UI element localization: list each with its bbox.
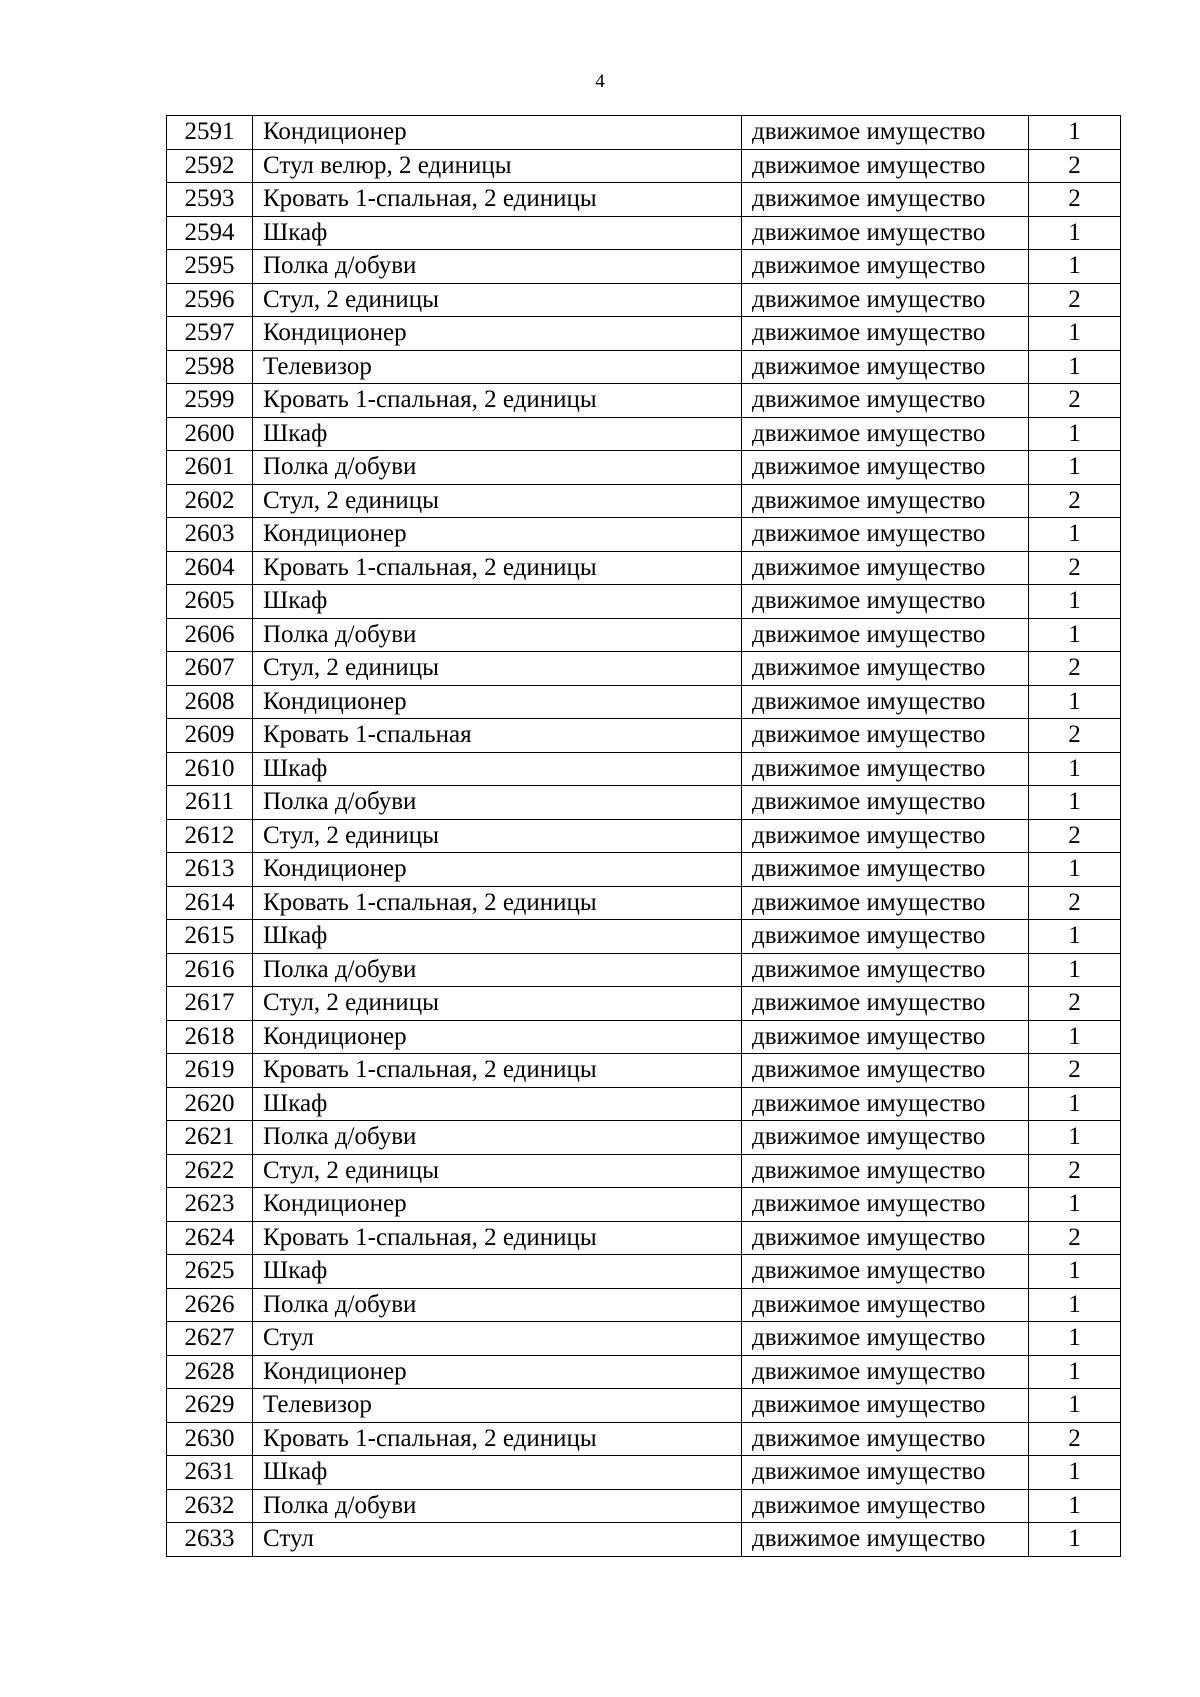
quantity-cell: 2	[1029, 1154, 1121, 1188]
quantity-cell: 1	[1029, 1255, 1121, 1289]
property-type-cell: движимое имущество	[742, 685, 1029, 719]
quantity-cell: 1	[1029, 518, 1121, 552]
property-type-cell: движимое имущество	[742, 283, 1029, 317]
table-row	[167, 183, 1121, 217]
item-name-cell: Стул, 2 единицы	[253, 652, 742, 686]
row-number-cell: 2626	[167, 1288, 253, 1322]
table-row	[167, 1188, 1121, 1222]
row-number-cell: 2600	[167, 417, 253, 451]
item-name-cell: Стул	[253, 1523, 742, 1557]
quantity-cell: 1	[1029, 216, 1121, 250]
property-type-cell: движимое имущество	[742, 1188, 1029, 1222]
table-row	[167, 1054, 1121, 1088]
quantity-cell: 2	[1029, 719, 1121, 753]
table-row	[167, 685, 1121, 719]
row-number-cell: 2601	[167, 451, 253, 485]
row-number-cell: 2596	[167, 283, 253, 317]
property-type-cell: движимое имущество	[742, 652, 1029, 686]
table-row	[167, 886, 1121, 920]
table-row	[167, 1489, 1121, 1523]
item-name-cell: Кондиционер	[253, 1355, 742, 1389]
table-row	[167, 1221, 1121, 1255]
row-number-cell: 2627	[167, 1322, 253, 1356]
property-type-cell: движимое имущество	[742, 1288, 1029, 1322]
quantity-cell: 1	[1029, 953, 1121, 987]
row-number-cell: 2615	[167, 920, 253, 954]
property-type-cell: движимое имущество	[742, 618, 1029, 652]
quantity-cell: 2	[1029, 987, 1121, 1021]
property-type-cell: движимое имущество	[742, 786, 1029, 820]
quantity-cell: 2	[1029, 551, 1121, 585]
property-type-cell: движимое имущество	[742, 1422, 1029, 1456]
item-name-cell: Шкаф	[253, 585, 742, 619]
quantity-cell: 2	[1029, 149, 1121, 183]
table-row	[167, 920, 1121, 954]
table-row	[167, 1255, 1121, 1289]
quantity-cell: 2	[1029, 283, 1121, 317]
table-row	[167, 350, 1121, 384]
row-number-cell: 2597	[167, 317, 253, 351]
row-number-cell: 2610	[167, 752, 253, 786]
quantity-cell: 1	[1029, 1322, 1121, 1356]
quantity-cell: 1	[1029, 250, 1121, 284]
quantity-cell: 1	[1029, 853, 1121, 887]
table-row	[167, 853, 1121, 887]
row-number-cell: 2632	[167, 1489, 253, 1523]
property-type-cell: движимое имущество	[742, 1154, 1029, 1188]
row-number-cell: 2605	[167, 585, 253, 619]
property-type-cell: движимое имущество	[742, 886, 1029, 920]
property-type-cell: движимое имущество	[742, 987, 1029, 1021]
property-type-cell: движимое имущество	[742, 216, 1029, 250]
property-type-cell: движимое имущество	[742, 853, 1029, 887]
row-number-cell: 2603	[167, 518, 253, 552]
quantity-cell: 2	[1029, 384, 1121, 418]
item-name-cell: Кондиционер	[253, 116, 742, 150]
quantity-cell: 1	[1029, 1389, 1121, 1423]
row-number-cell: 2595	[167, 250, 253, 284]
item-name-cell: Кондиционер	[253, 518, 742, 552]
item-name-cell: Кровать 1-спальная, 2 единицы	[253, 183, 742, 217]
item-name-cell: Кровать 1-спальная, 2 единицы	[253, 886, 742, 920]
property-type-cell: движимое имущество	[742, 1087, 1029, 1121]
table-row	[167, 149, 1121, 183]
table-row	[167, 1422, 1121, 1456]
table-row	[167, 618, 1121, 652]
property-type-cell: движимое имущество	[742, 1255, 1029, 1289]
row-number-cell: 2620	[167, 1087, 253, 1121]
item-name-cell: Стул велюр, 2 единицы	[253, 149, 742, 183]
quantity-cell: 2	[1029, 1422, 1121, 1456]
quantity-cell: 1	[1029, 1288, 1121, 1322]
property-type-cell: движимое имущество	[742, 484, 1029, 518]
table-row	[167, 652, 1121, 686]
quantity-cell: 1	[1029, 350, 1121, 384]
item-name-cell: Полка д/обуви	[253, 1489, 742, 1523]
item-name-cell: Стул, 2 единицы	[253, 819, 742, 853]
item-name-cell: Полка д/обуви	[253, 451, 742, 485]
row-number-cell: 2608	[167, 685, 253, 719]
table-row	[167, 1355, 1121, 1389]
quantity-cell: 1	[1029, 585, 1121, 619]
row-number-cell: 2623	[167, 1188, 253, 1222]
table-row	[167, 1288, 1121, 1322]
row-number-cell: 2592	[167, 149, 253, 183]
item-name-cell: Полка д/обуви	[253, 786, 742, 820]
quantity-cell: 1	[1029, 618, 1121, 652]
item-name-cell: Полка д/обуви	[253, 1288, 742, 1322]
table-row	[167, 317, 1121, 351]
item-name-cell: Стул, 2 единицы	[253, 987, 742, 1021]
row-number-cell: 2621	[167, 1121, 253, 1155]
row-number-cell: 2616	[167, 953, 253, 987]
table-row	[167, 1523, 1121, 1557]
item-name-cell: Шкаф	[253, 1255, 742, 1289]
quantity-cell: 1	[1029, 451, 1121, 485]
item-name-cell: Стул, 2 единицы	[253, 1154, 742, 1188]
row-number-cell: 2629	[167, 1389, 253, 1423]
item-name-cell: Полка д/обуви	[253, 250, 742, 284]
property-type-cell: движимое имущество	[742, 819, 1029, 853]
item-name-cell: Шкаф	[253, 417, 742, 451]
row-number-cell: 2619	[167, 1054, 253, 1088]
row-number-cell: 2611	[167, 786, 253, 820]
item-name-cell: Кровать 1-спальная, 2 единицы	[253, 1054, 742, 1088]
property-type-cell: движимое имущество	[742, 451, 1029, 485]
table-row	[167, 417, 1121, 451]
property-type-cell: движимое имущество	[742, 417, 1029, 451]
property-type-cell: движимое имущество	[742, 1322, 1029, 1356]
table-row	[167, 1456, 1121, 1490]
table-row	[167, 384, 1121, 418]
inventory-table	[166, 115, 1121, 1557]
quantity-cell: 1	[1029, 1523, 1121, 1557]
property-type-cell: движимое имущество	[742, 1489, 1029, 1523]
item-name-cell: Кондиционер	[253, 853, 742, 887]
table-row	[167, 1020, 1121, 1054]
item-name-cell: Кровать 1-спальная, 2 единицы	[253, 1422, 742, 1456]
quantity-cell: 1	[1029, 1456, 1121, 1490]
page-number: 4	[595, 71, 605, 92]
item-name-cell: Телевизор	[253, 350, 742, 384]
item-name-cell: Кровать 1-спальная, 2 единицы	[253, 551, 742, 585]
quantity-cell: 1	[1029, 1087, 1121, 1121]
property-type-cell: движимое имущество	[742, 350, 1029, 384]
table-row	[167, 819, 1121, 853]
row-number-cell: 2602	[167, 484, 253, 518]
table-row	[167, 250, 1121, 284]
item-name-cell: Шкаф	[253, 752, 742, 786]
item-name-cell: Шкаф	[253, 1456, 742, 1490]
quantity-cell: 1	[1029, 685, 1121, 719]
item-name-cell: Кондиционер	[253, 685, 742, 719]
quantity-cell: 1	[1029, 116, 1121, 150]
quantity-cell: 2	[1029, 183, 1121, 217]
quantity-cell: 1	[1029, 1020, 1121, 1054]
table-row	[167, 1087, 1121, 1121]
row-number-cell: 2624	[167, 1221, 253, 1255]
table-row	[167, 719, 1121, 753]
item-name-cell: Полка д/обуви	[253, 618, 742, 652]
item-name-cell: Кондиционер	[253, 1020, 742, 1054]
table-row	[167, 786, 1121, 820]
table-row	[167, 987, 1121, 1021]
row-number-cell: 2599	[167, 384, 253, 418]
table-row	[167, 1154, 1121, 1188]
property-type-cell: движимое имущество	[742, 953, 1029, 987]
table-body	[167, 116, 1121, 1557]
quantity-cell: 2	[1029, 886, 1121, 920]
item-name-cell: Шкаф	[253, 216, 742, 250]
row-number-cell: 2606	[167, 618, 253, 652]
table-row	[167, 953, 1121, 987]
item-name-cell: Кровать 1-спальная, 2 единицы	[253, 1221, 742, 1255]
property-type-cell: движимое имущество	[742, 585, 1029, 619]
property-type-cell: движимое имущество	[742, 518, 1029, 552]
property-type-cell: движимое имущество	[742, 1054, 1029, 1088]
table-row	[167, 484, 1121, 518]
property-type-cell: движимое имущество	[742, 317, 1029, 351]
quantity-cell: 2	[1029, 1054, 1121, 1088]
property-type-cell: движимое имущество	[742, 1389, 1029, 1423]
item-name-cell: Шкаф	[253, 1087, 742, 1121]
row-number-cell: 2598	[167, 350, 253, 384]
table-row	[167, 518, 1121, 552]
property-type-cell: движимое имущество	[742, 1221, 1029, 1255]
property-type-cell: движимое имущество	[742, 250, 1029, 284]
row-number-cell: 2625	[167, 1255, 253, 1289]
property-type-cell: движимое имущество	[742, 1121, 1029, 1155]
item-name-cell: Стул, 2 единицы	[253, 283, 742, 317]
table-row	[167, 585, 1121, 619]
row-number-cell: 2628	[167, 1355, 253, 1389]
property-type-cell: движимое имущество	[742, 1456, 1029, 1490]
property-type-cell: движимое имущество	[742, 1355, 1029, 1389]
table-row	[167, 1322, 1121, 1356]
table-row	[167, 116, 1121, 150]
item-name-cell: Телевизор	[253, 1389, 742, 1423]
property-type-cell: движимое имущество	[742, 149, 1029, 183]
quantity-cell: 1	[1029, 1355, 1121, 1389]
item-name-cell: Полка д/обуви	[253, 1121, 742, 1155]
row-number-cell: 2618	[167, 1020, 253, 1054]
row-number-cell: 2633	[167, 1523, 253, 1557]
table-row	[167, 551, 1121, 585]
row-number-cell: 2613	[167, 853, 253, 887]
item-name-cell: Кровать 1-спальная, 2 единицы	[253, 384, 742, 418]
property-type-cell: движимое имущество	[742, 752, 1029, 786]
table-row	[167, 1389, 1121, 1423]
row-number-cell: 2591	[167, 116, 253, 150]
quantity-cell: 2	[1029, 484, 1121, 518]
row-number-cell: 2593	[167, 183, 253, 217]
property-type-cell: движимое имущество	[742, 1523, 1029, 1557]
quantity-cell: 2	[1029, 1221, 1121, 1255]
row-number-cell: 2607	[167, 652, 253, 686]
quantity-cell: 1	[1029, 1188, 1121, 1222]
property-type-cell: движимое имущество	[742, 551, 1029, 585]
quantity-cell: 1	[1029, 920, 1121, 954]
item-name-cell: Шкаф	[253, 920, 742, 954]
quantity-cell: 2	[1029, 819, 1121, 853]
row-number-cell: 2631	[167, 1456, 253, 1490]
row-number-cell: 2617	[167, 987, 253, 1021]
table-row	[167, 752, 1121, 786]
item-name-cell: Стул, 2 единицы	[253, 484, 742, 518]
item-name-cell: Кондиционер	[253, 1188, 742, 1222]
property-type-cell: движимое имущество	[742, 719, 1029, 753]
row-number-cell: 2594	[167, 216, 253, 250]
property-type-cell: движимое имущество	[742, 1020, 1029, 1054]
quantity-cell: 1	[1029, 752, 1121, 786]
row-number-cell: 2622	[167, 1154, 253, 1188]
property-type-cell: движимое имущество	[742, 116, 1029, 150]
property-type-cell: движимое имущество	[742, 183, 1029, 217]
row-number-cell: 2630	[167, 1422, 253, 1456]
table-row	[167, 283, 1121, 317]
table-row	[167, 451, 1121, 485]
item-name-cell: Кондиционер	[253, 317, 742, 351]
quantity-cell: 1	[1029, 317, 1121, 351]
item-name-cell: Стул	[253, 1322, 742, 1356]
property-type-cell: движимое имущество	[742, 920, 1029, 954]
row-number-cell: 2612	[167, 819, 253, 853]
row-number-cell: 2614	[167, 886, 253, 920]
quantity-cell: 1	[1029, 786, 1121, 820]
row-number-cell: 2609	[167, 719, 253, 753]
row-number-cell: 2604	[167, 551, 253, 585]
item-name-cell: Полка д/обуви	[253, 953, 742, 987]
quantity-cell: 1	[1029, 1489, 1121, 1523]
quantity-cell: 1	[1029, 417, 1121, 451]
quantity-cell: 1	[1029, 1121, 1121, 1155]
item-name-cell: Кровать 1-спальная	[253, 719, 742, 753]
table-row	[167, 1121, 1121, 1155]
quantity-cell: 2	[1029, 652, 1121, 686]
table-row	[167, 216, 1121, 250]
property-type-cell: движимое имущество	[742, 384, 1029, 418]
